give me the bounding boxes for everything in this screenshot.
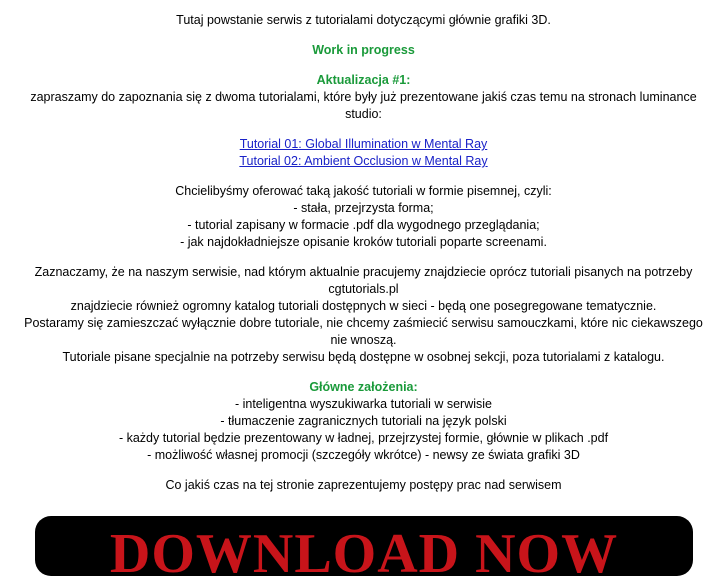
tutorial-link-01[interactable]: Tutorial 01: Global Illumination w Mental Ray [239,137,488,151]
update-line-2: studio: [345,107,382,121]
goals-item: - możliwość własnej promocji (szczegóły wkrótce) - newsy ze świata grafiki 3D [147,448,580,462]
wip-heading: Work in progress [312,43,415,57]
quality-intro: Chcielibyśmy oferować taką jakość tutoriali w formie pisemnej, czyli: [175,184,552,198]
update-section [0,72,727,123]
quality-item: - stała, przejrzysta forma; [293,201,434,215]
goals-heading: Główne założenia: [309,380,418,394]
download-now-text: DOWNLOAD NOW [109,523,619,585]
quality-section [0,183,727,251]
goals-item: - inteligentna wyszukiwarka tutoriali w serwisie [234,397,493,411]
notice-line-4: Postaramy się zamieszczać wyłącznie dobre tutoriale, nie chcemy zaśmiecić serwisu samouczkami, które nic ciekawszego [24,316,703,330]
goals-section [0,379,727,464]
notice-line-2: cgtutorials.pl [328,282,399,296]
intro-text: Tutaj powstanie serwis z tutorialami dotyczącymi głównie grafiki 3D. [176,13,551,27]
goals-item: - każdy tutorial będzie prezentowany w ładnej, przejrzystej formie, głównie w plikach .pdf [118,431,609,445]
notice-section [0,264,727,366]
download-now-banner[interactable] [35,516,693,585]
update-heading: Aktualizacja #1: [316,73,411,87]
goals-item: - tłumaczenie zagranicznych tutoriali na język polski [220,414,507,428]
notice-line-6: Tutoriale pisane specjalnie na potrzeby serwisu będą dostępne w osobnej sekcji, poza tutorialami z katalogu. [62,350,665,364]
notice-line-5: nie wnoszą. [330,333,397,347]
banner-frame [33,514,695,585]
tutorial-link-02[interactable]: Tutorial 02: Ambient Occlusion w Mental Ray [239,154,488,168]
quality-item: - jak najdokładniejsze opisanie kroków tutoriali poparte screenami. [180,235,547,249]
quality-item: - tutorial zapisany w formacie .pdf dla wygodnego przeglądania; [187,218,540,232]
notice-line-1: Zaznaczamy, że na naszym serwisie, nad którym aktualnie pracujemy znajdziecie oprócz tutoriali pisanych na potrzeby [34,265,693,279]
update-line-1: zapraszamy do zapoznania się z dwoma tutorialami, które były już prezentowane jakiś czas temu na stronach luminance [30,90,697,104]
tutorial-links [0,136,727,170]
closing-text: Co jakiś czas na tej stronie zaprezentujemy postępy prac nad serwisem [165,478,562,492]
notice-line-3: znajdziecie również ogromny katalog tutoriali dostępnych w sieci - będą one posegregowane tematycznie. [70,299,657,313]
